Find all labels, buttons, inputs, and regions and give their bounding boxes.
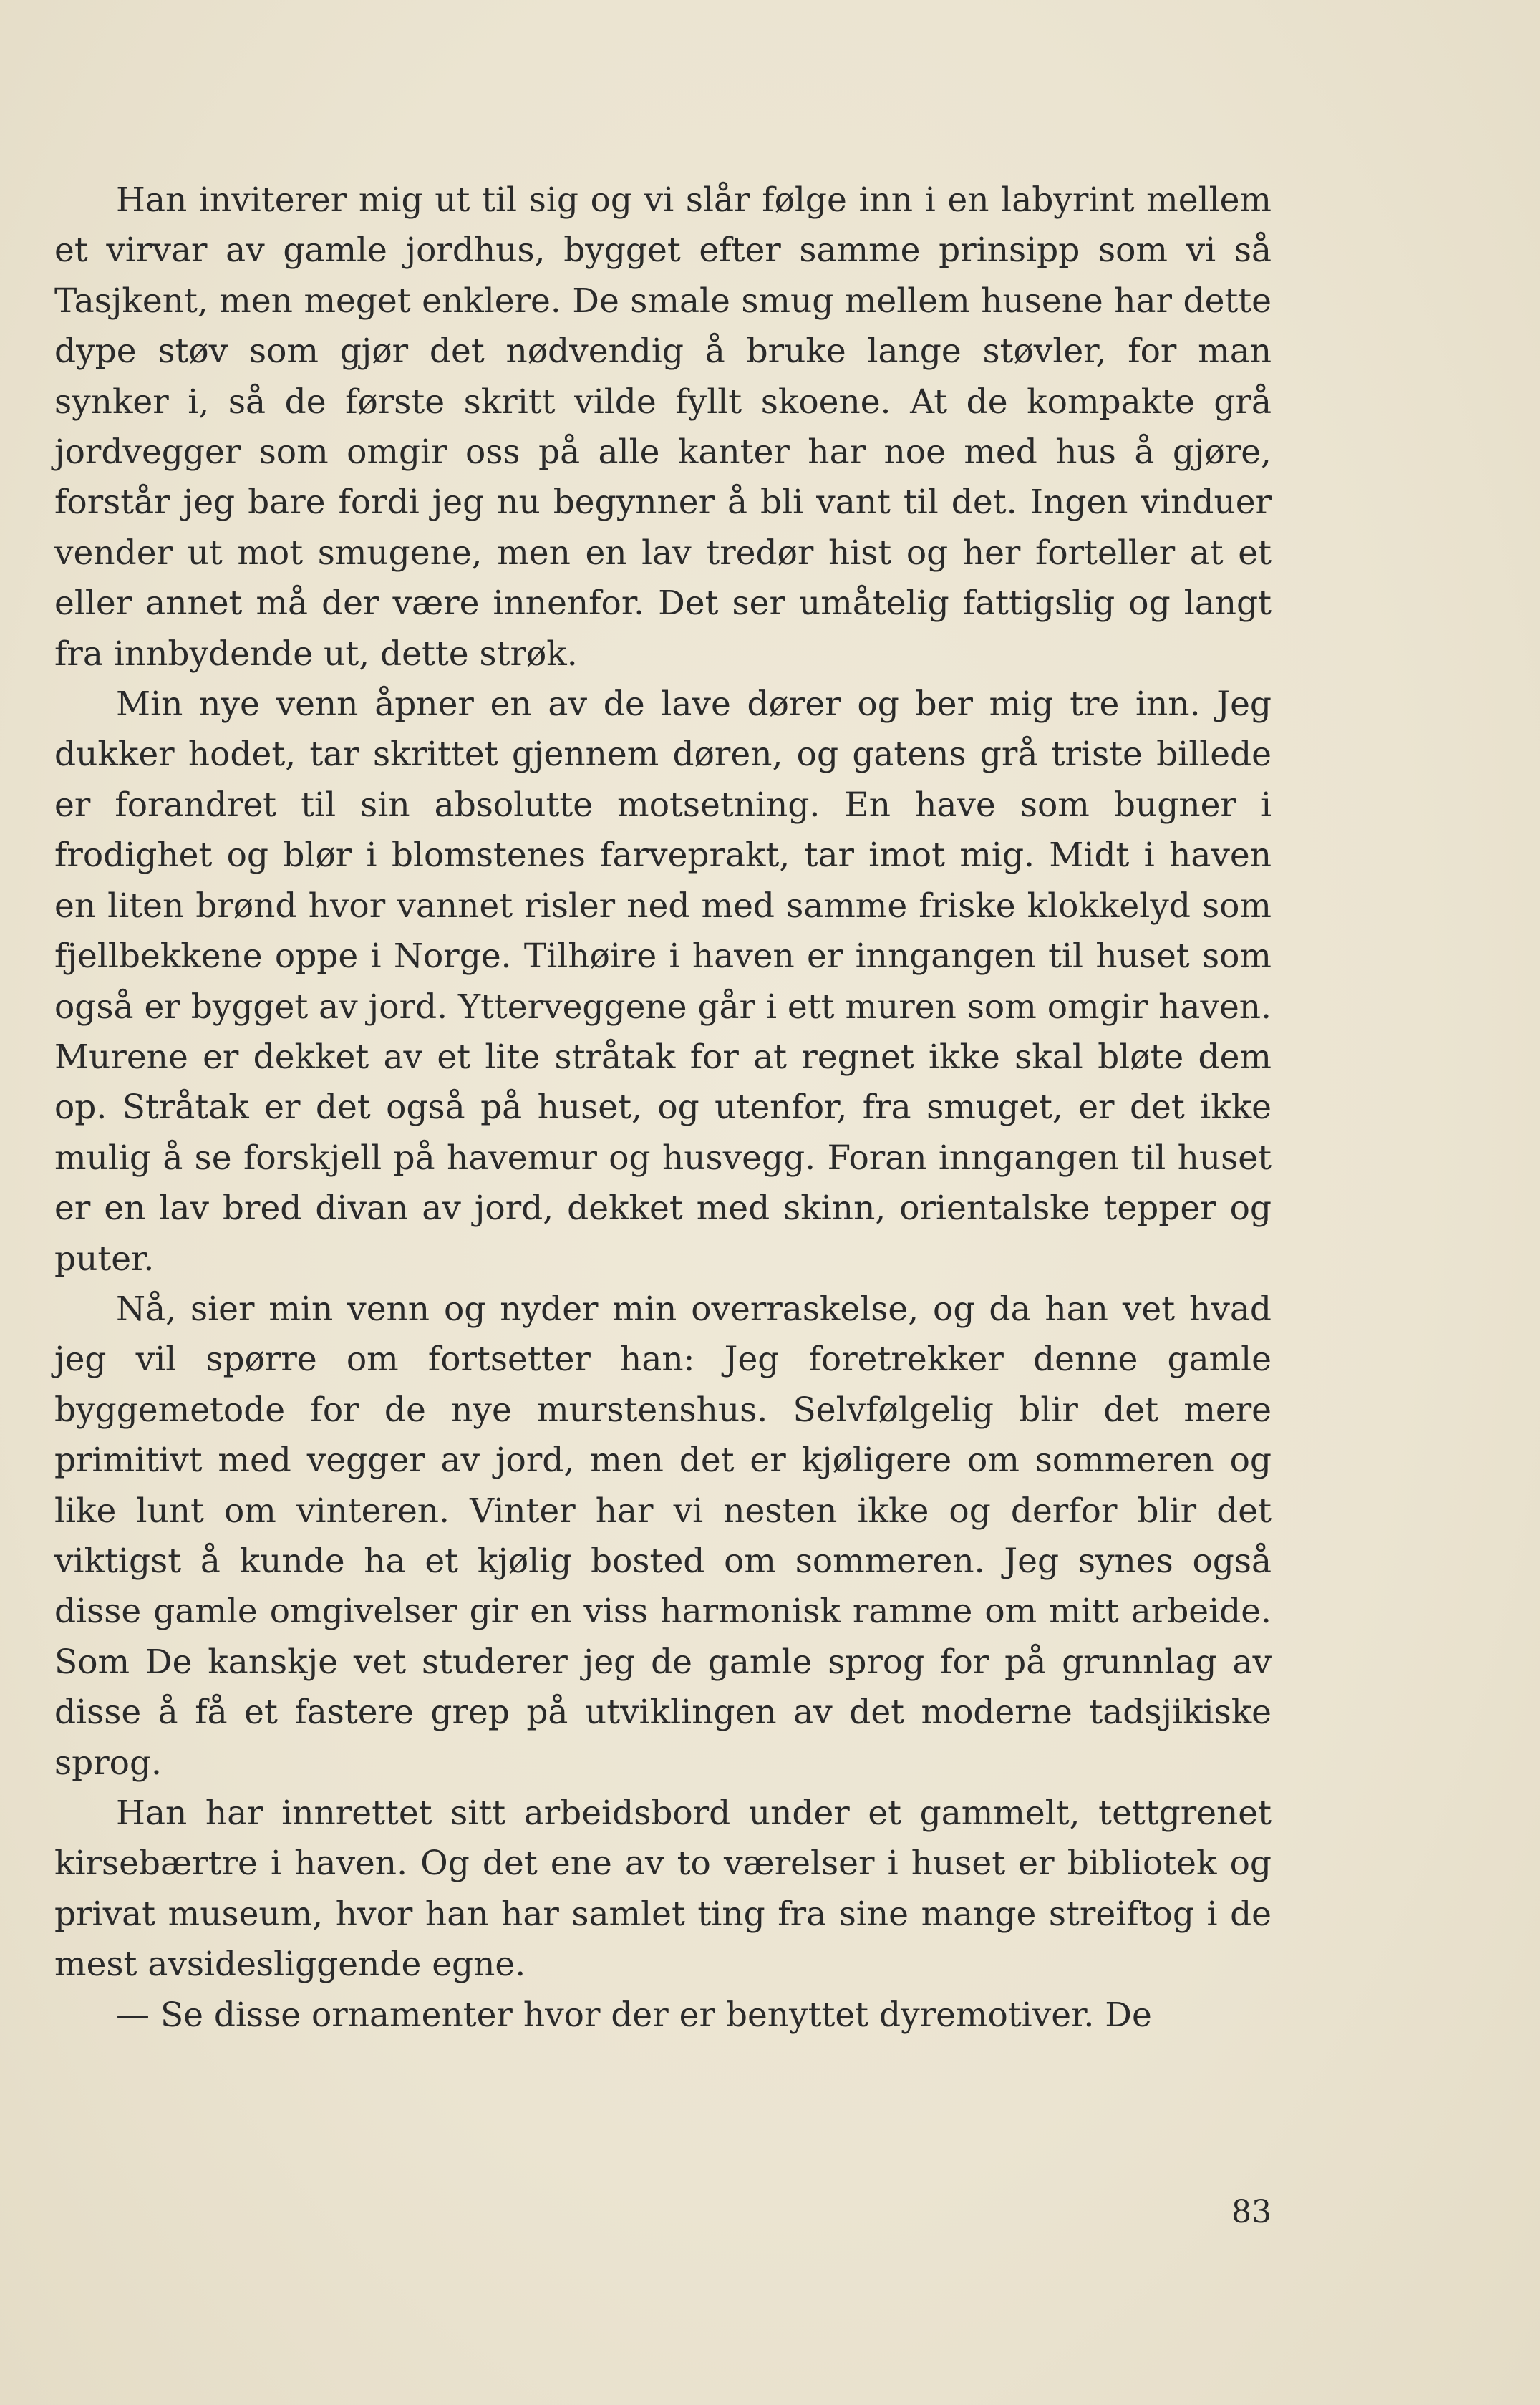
paragraph-1: Han inviterer mig ut til sig og vi slår følge inn i en labyrint mellem et virvar av gamle jordhus, bygget efter samme prinsipp som vi så Tasjkent, men meget enklere. De smale smug mellem husene har dette dype støv som gjør det nødvendig å bruke lange støvler, for man synker i, så de første skritt vilde fyllt skoene. At de kompakte grå jordvegger som omgir oss på alle kanter har noe med hus å gjøre, forstår jeg bare fordi jeg nu begynner å bli vant til det. Ingen vinduer vender ut mot smugene, men en lav tredør hist og her forteller at et eller annet må der være innenfor. Det ser umåtelig fattigslig og langt fra innbydende ut, dette strøk. [54, 180, 1272, 674]
paragraph-5: — Se disse ornamenter hvor der er benyttet dyremotiver. De [116, 1995, 1152, 2035]
paragraph-4: Han har innrettet sitt arbeidsbord under et gammelt, tettgrenet kirsebærtre i haven. Og det ene av to værelser i huset er bibliotek og privat museum, hvor han har samlet ting fra sine mange streiftog i de mest avsidesliggende egne. [54, 1794, 1272, 1985]
body-text [54, 175, 1272, 2041]
paragraph-3: Nå, sier min venn og nyder min overraskelse, og da han vet hvad jeg vil spørre om fortsetter han: Jeg foretrekker denne gamle byggemetode for de nye murstenshus. Selvfølgelig blir det mere primitivt med vegger av jord, men det er kjøligere om sommeren og like lunt om vinteren. Vinter har vi nesten ikke og derfor blir det viktigst å kunde ha et kjølig bosted om sommeren. Jeg synes også disse gamle omgivelser gir en viss harmonisk ramme om mitt arbeide. Som De kanskje vet studerer jeg de gamle sprog for på grunnlag av disse å få et fastere grep på utviklingen av det moderne tadsjikiske sprog. [54, 1289, 1272, 1783]
paragraph-2: Min nye venn åpner en av de lave dører og ber mig tre inn. Jeg dukker hodet, tar skrittet gjennem døren, og gatens grå triste billede er forandret til sin absolutte motsetning. En have som bugner i frodighet og blør i blomstenes farveprakt, tar imot mig. Midt i haven en liten brønd hvor vannet risler ned med samme friske klokkelyd som fjellbekkene oppe i Norge. Tilhøire i haven er inngangen til huset som også er bygget av jord. Ytterveggene går i ett muren som omgir haven. Murene er dekket av et lite stråtak for at regnet ikke skal bløte dem op. Stråtak er det også på huset, og utenfor, fra smuget, er det ikke mulig å se forskjell på havemur og husvegg. Foran inngangen til huset er en lav bred divan av jord, dekket med skinn, orientalske tepper og puter. [54, 684, 1272, 1279]
page-number: 83 [1231, 2194, 1272, 2230]
